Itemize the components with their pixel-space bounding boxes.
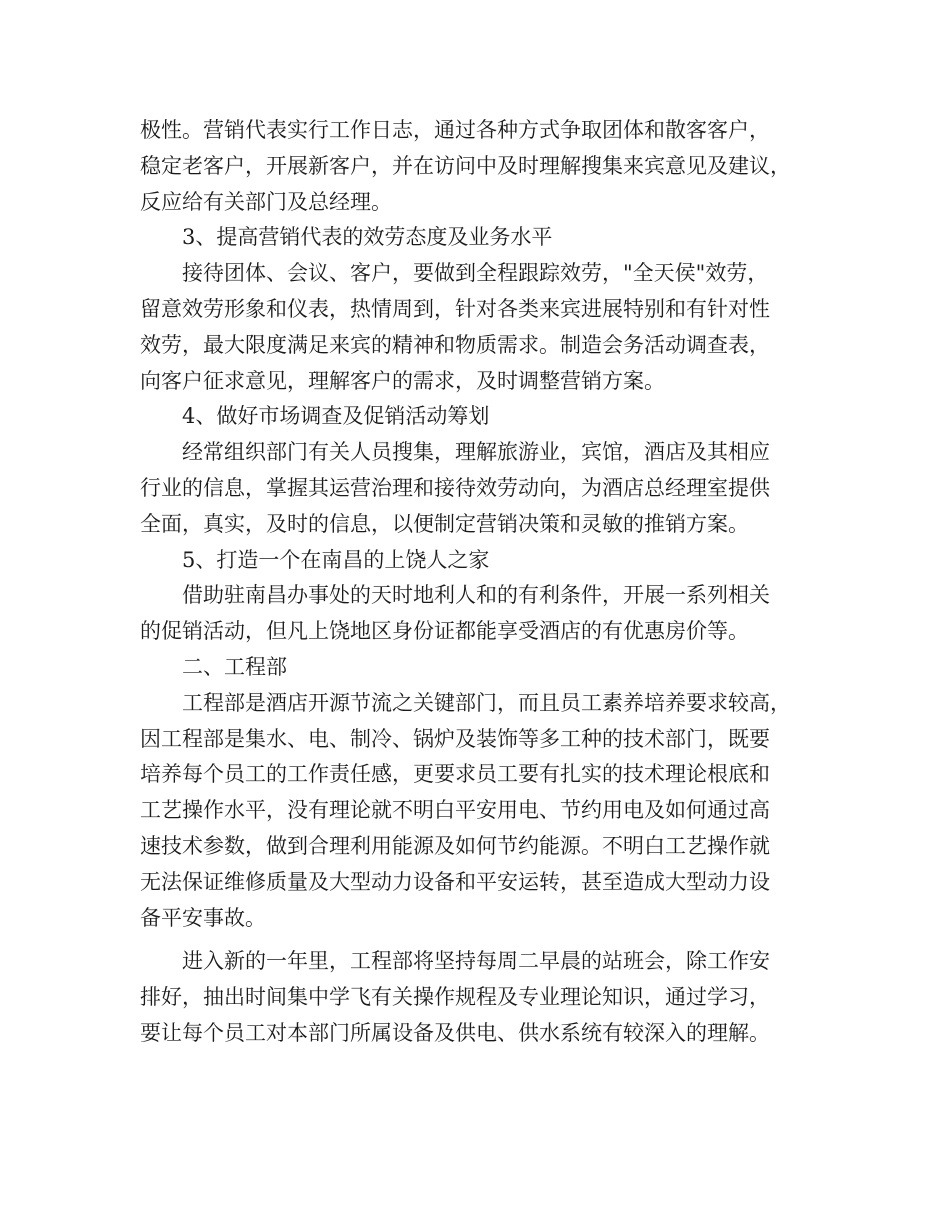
- text-line: 培养每个员工的工作责任感，更要求员工要有扎实的技术理论根底和: [140, 762, 770, 787]
- text-line: 工程部是酒店开源节流之关键部门，而且员工素养培养要求较高，: [182, 690, 791, 715]
- text-line: 反应给有关部门及总经理。: [140, 189, 392, 214]
- text-line: 备平安事故。: [140, 905, 266, 930]
- text-line: 经常组织部门有关人员搜集，理解旅游业，宾馆，酒店及其相应: [182, 440, 770, 465]
- text-line: 接待团体、会议、客户，要做到全程跟踪效劳，"全天侯"效劳，: [182, 261, 769, 286]
- text-line: 二、工程部: [182, 654, 287, 679]
- text-line: 的促销活动，但凡上饶地区身份证都能享受酒店的有优惠房价等。: [140, 619, 749, 644]
- text-line: 向客户征求意见，理解客户的需求，及时调整营销方案。: [140, 368, 665, 393]
- text-line: 极性。营销代表实行工作日志，通过各种方式争取团体和散客客户，: [140, 118, 770, 142]
- text-line: 效劳，最大限度满足来宾的精神和物质需求。制造会务活动调查表，: [140, 332, 770, 357]
- text-line: 4、做好市场调查及促销活动筹划: [182, 404, 490, 429]
- text-line: 稳定老客户，开展新客户，并在访问中及时理解搜集来宾意见及建议，: [140, 153, 791, 178]
- text-line: 5、打造一个在南昌的上饶人之家: [182, 547, 490, 572]
- text-line: 无法保证维修质量及大型动力设备和平安运转，甚至造成大型动力设: [140, 869, 770, 894]
- text-line: 工艺操作水平，没有理论就不明白平安用电、节约用电及如何通过高: [140, 798, 770, 823]
- text-line: 留意效劳形象和仪表，热情周到，针对各类来宾进展特别和有针对性: [140, 296, 770, 321]
- text-line: 3、提高营销代表的效劳态度及业务水平: [182, 225, 553, 250]
- body-text: [140, 113, 830, 1052]
- text-line: 排好，抽出时间集中学飞有关操作规程及专业理论知识，通过学习，: [140, 985, 770, 1010]
- text-line: 行业的信息，掌握其运营治理和接待效劳动向，为酒店总经理室提供: [140, 475, 770, 500]
- text-line: 进入新的一年里，工程部将坚持每周二早晨的站班会，除工作安: [182, 949, 770, 974]
- text-line: 要让每个员工对本部门所属设备及供电、供水系统有较深入的理解。: [140, 1020, 770, 1045]
- text-line: 因工程部是集水、电、制冷、锅炉及装饰等多工种的技术部门，既要: [140, 726, 770, 751]
- text-line: 全面，真实，及时的信息，以便制定营销决策和灵敏的推销方案。: [140, 511, 749, 536]
- text-line: 借助驻南昌办事处的天时地利人和的有利条件，开展一系列相关: [182, 583, 770, 608]
- text-line: 速技术参数，做到合理利用能源及如何节约能源。不明白工艺操作就: [140, 833, 770, 858]
